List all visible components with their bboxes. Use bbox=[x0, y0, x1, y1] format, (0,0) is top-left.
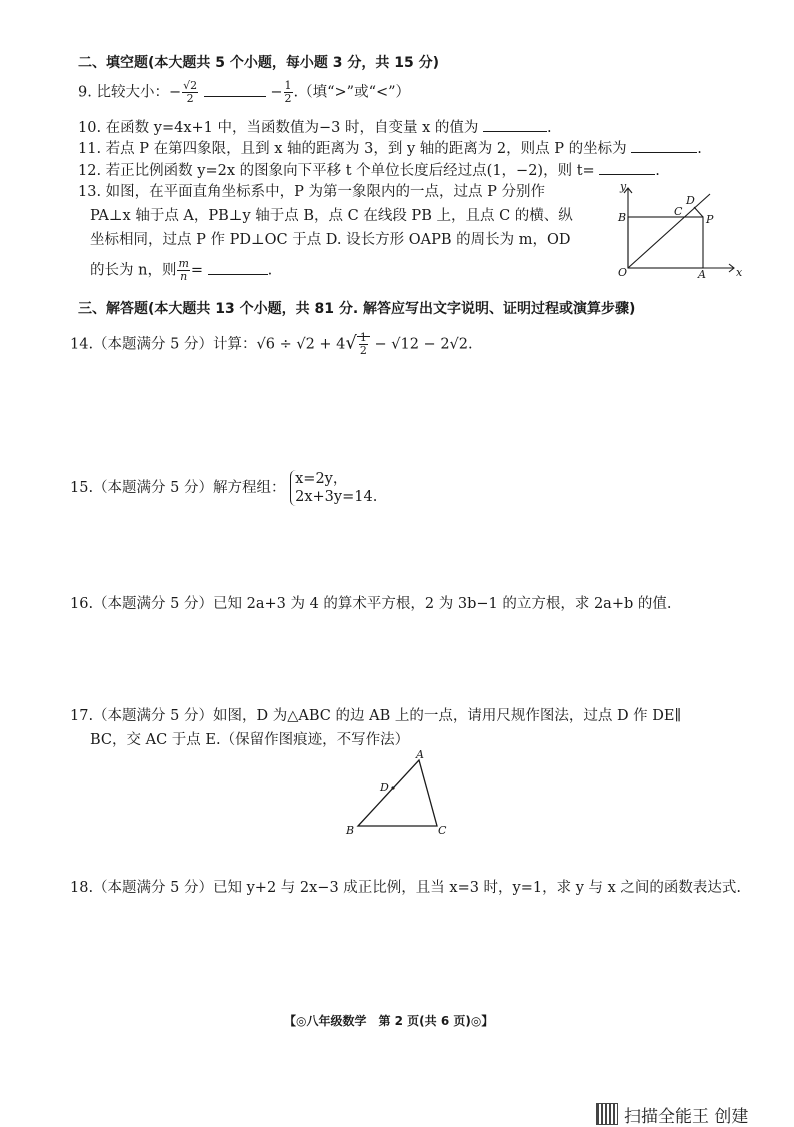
segment-pd bbox=[694, 207, 703, 217]
fig-label-b: B bbox=[618, 211, 627, 224]
question-14: 14.（本题满分 5 分）计算：√6 ÷ √2 + 4√ $\frac{1}{2}$ − √12 − 2√2. bbox=[70, 331, 473, 357]
q15-prefix: 15.（本题满分 5 分）解方程组： bbox=[70, 480, 286, 496]
question-18: 18.（本题满分 5 分）已知 y+2 与 2x−3 成正比例，且当 x=3 时，y=1，求 y 与 x 之间的函数表达式. bbox=[70, 880, 742, 896]
triangle-abc bbox=[358, 760, 437, 826]
scanner-watermark: 扫描全能王 创建 bbox=[624, 1107, 749, 1127]
q9-answer-blank[interactable] bbox=[204, 82, 266, 97]
q10-answer-blank[interactable] bbox=[483, 117, 547, 132]
fig-label-a: A bbox=[698, 268, 706, 281]
q13-answer-blank[interactable] bbox=[208, 260, 268, 275]
line-oc bbox=[628, 194, 710, 268]
q17-line-1: 17.（本题满分 5 分）如图，D 为△ABC 的边 AB 上的一点，请用尺规作图法，过点 D 作 DE∥ bbox=[70, 708, 682, 724]
fig-label-y: y bbox=[620, 180, 627, 193]
q14-prefix: 14.（本题满分 5 分）计算：√6 ÷ √2 + 4 bbox=[70, 336, 346, 353]
section-heading-fill-in: 二、填空题(本大题共 5 个小题，每小题 3 分，共 15 分) bbox=[78, 55, 440, 71]
qr-code-icon bbox=[596, 1103, 618, 1125]
q17-line-2: BC，交 AC 于点 E.（保留作图痕迹，不写作法） bbox=[90, 732, 410, 748]
fig-label-c: C bbox=[438, 824, 447, 837]
q9-suffix: .（填“>”或“<”） bbox=[293, 84, 411, 101]
q13-fraction: $\frac{m}{n}$ bbox=[178, 257, 189, 283]
rectangle-oapb bbox=[628, 217, 703, 268]
q9-number: 9. bbox=[78, 84, 92, 101]
question-9 bbox=[78, 80, 410, 105]
q12-text: 12. 若正比例函数 y=2x 的图象向下平移 t 个单位长度后经过点(1，−2)，则 t= bbox=[78, 163, 595, 179]
fig-label-d: D bbox=[380, 781, 389, 794]
question-12: 12. 若正比例函数 y=2x 的图象向下平移 t 个单位长度后经过点(1，−2)，则 t= . bbox=[78, 160, 660, 181]
fig-label-a: A bbox=[416, 748, 424, 761]
q11-answer-blank[interactable] bbox=[631, 138, 697, 153]
q11-text: 11. 若点 P 在第四象限，且到 x 轴的距离为 3，到 y 轴的距离为 2，则点 P 的坐标为 bbox=[78, 141, 627, 157]
fig-label-d: D bbox=[686, 194, 695, 207]
q10-text: 10. 在函数 y=4x+1 中，当函数值为−3 时，自变量 x 的值为 bbox=[78, 120, 479, 136]
q14-fraction: $\frac{1}{2}$ bbox=[359, 331, 367, 357]
q13-coordinate-figure bbox=[612, 180, 742, 282]
fig-label-b: B bbox=[346, 824, 355, 837]
point-d bbox=[391, 786, 394, 789]
q13-line-4: 的长为 n，则 $\frac{m}{n}$ = . bbox=[90, 257, 273, 283]
q13-line-2: PA⊥x 轴于点 A，PB⊥y 轴于点 B，点 C 在线段 PB 上，且点 C 的横、纵 bbox=[90, 208, 573, 224]
q9-fraction-2: $\frac{1}{2}$ bbox=[284, 79, 292, 105]
q14-suffix: − √12 − 2√2. bbox=[369, 336, 473, 353]
q13-line-1: 13. 如图，在平面直角坐标系中，P 为第一象限内的一点，过点 P 分别作 bbox=[78, 184, 546, 200]
q12-answer-blank[interactable] bbox=[599, 160, 655, 175]
question-11: 11. 若点 P 在第四象限，且到 x 轴的距离为 3，到 y 轴的距离为 2，则点 P 的坐标为 . bbox=[78, 138, 702, 159]
q15-equation-2: 2x+3y=14. bbox=[295, 489, 378, 505]
q15-equation-1: x=2y， bbox=[295, 471, 348, 487]
q9-prefix: 比较大小：− bbox=[96, 84, 182, 101]
fig-label-o: O bbox=[618, 266, 628, 279]
question-15 bbox=[70, 470, 377, 506]
page-footer: 【◎八年级数学 第 2 页(共 6 页)◎】 bbox=[284, 1014, 494, 1028]
fig-label-p: P bbox=[706, 213, 714, 226]
question-16: 16.（本题满分 5 分）已知 2a+3 为 4 的算术平方根，2 为 3b−1 的立方根，求 2a+b 的值. bbox=[70, 596, 672, 612]
q9-fraction-1: $\frac{√2}{2}$ bbox=[183, 79, 198, 105]
q9-mid: − bbox=[270, 84, 283, 101]
q17-triangle-figure bbox=[340, 748, 460, 840]
q13-line-3: 坐标相同，过点 P 作 PD⊥OC 于点 D. 设长方形 OAPB 的周长为 m，OD bbox=[90, 232, 571, 248]
fig-label-x: x bbox=[736, 266, 742, 279]
q15-equation-system bbox=[290, 470, 377, 506]
section-heading-solutions: 三、解答题(本大题共 13 个小题，共 81 分. 解答应写出文字说明、证明过程或演算步骤) bbox=[78, 301, 636, 317]
fig-label-c: C bbox=[674, 205, 683, 218]
question-10: 10. 在函数 y=4x+1 中，当函数值为−3 时，自变量 x 的值为 . bbox=[78, 117, 552, 138]
